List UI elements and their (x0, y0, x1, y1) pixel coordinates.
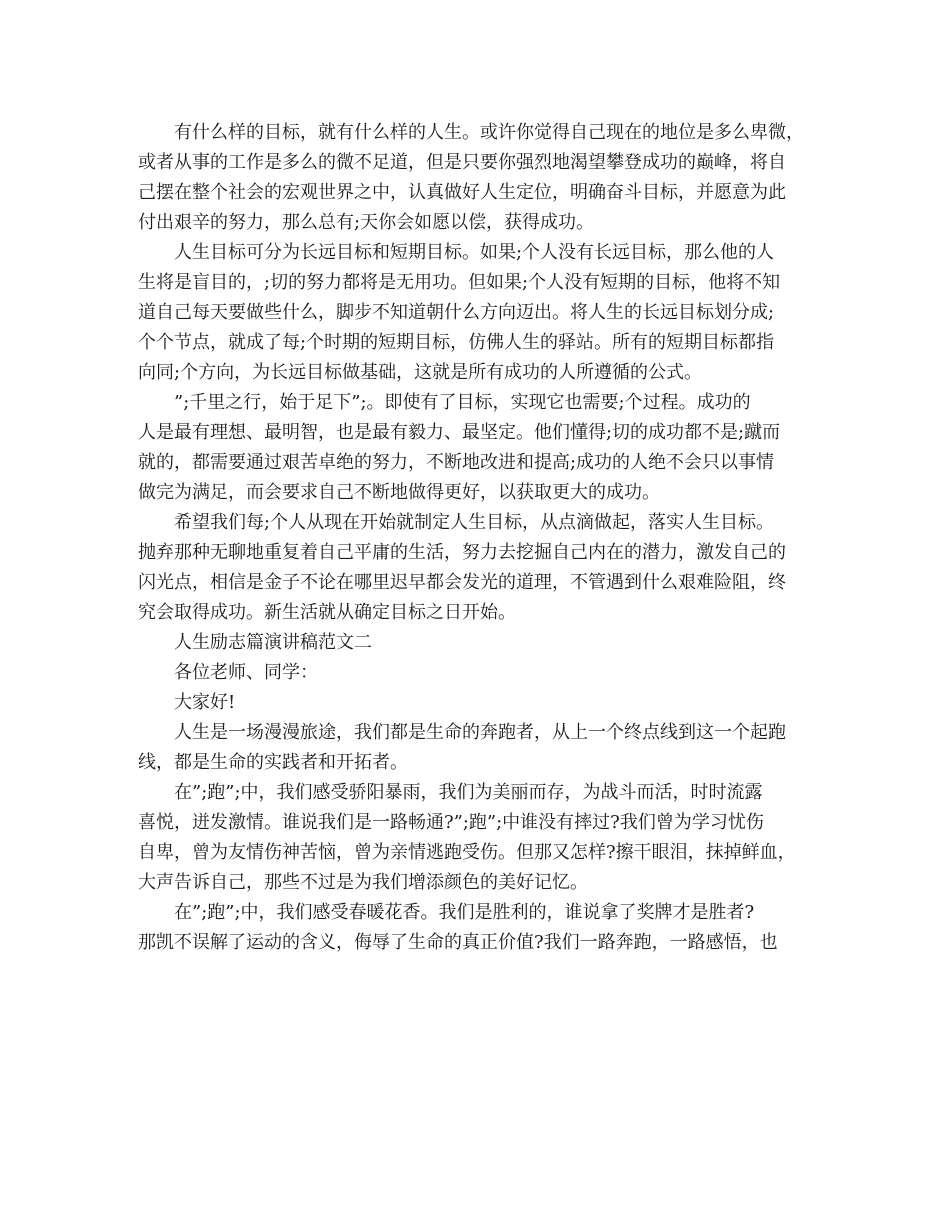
document-body (138, 118, 818, 958)
paragraph-line: 喜悦，迸发激情。谁说我们是一路畅通?”;跑”;中谁没有摔过?我们曾为学习忧伤 (138, 812, 764, 833)
paragraph-line: 个个节点，就成了每;个时期的短期目标，仿佛人生的驿站。所有的短期目标都指 (138, 332, 775, 353)
paragraph-line: 己摆在整个社会的宏观世界之中，认真做好人生定位，明确奋斗目标，并愿意为此 (138, 182, 786, 203)
paragraph-line: 那凯不误解了运动的含义，侮辱了生命的真正价值?我们一路奔跑，一路感悟，也 (138, 932, 778, 953)
greeting-line: 大家好! (174, 692, 236, 713)
paragraph-line: 在”;跑”;中，我们感受骄阳暴雨，我们为美丽而存，为战斗而活，时时流露 (174, 782, 763, 803)
section-title: 人生励志篇演讲稿范文二 (174, 632, 372, 653)
paragraph-line: 或者从事的工作是多么的微不足道，但是只要你强烈地渴望攀登成功的巅峰，将自 (138, 152, 786, 173)
paragraph-line: 做完为满足，而会要求自己不断地做得更好，以获取更大的成功。 (138, 482, 660, 503)
paragraph-line: 在”;跑”;中，我们感受春暖花香。我们是胜利的，谁说拿了奖牌才是胜者? (174, 902, 755, 923)
paragraph-line: 向同;个方向，为长远目标做基础，这就是所有成功的人所遵循的公式。 (138, 362, 703, 383)
paragraph-line: 人生目标可分为长远目标和短期目标。如果;个人没有长远目标，那么他的人 (174, 242, 775, 263)
salutation-line: 各位老师、同学： (174, 662, 318, 683)
paragraph-line: 人是最有理想、最明智，也是最有毅力、最坚定。他们懂得;切的成功都不是;蹴而 (138, 422, 781, 443)
paragraph-line: 付出艰辛的努力，那么总有;天你会如愿以偿，获得成功。 (138, 212, 595, 233)
paragraph-line: 人生是一场漫漫旅途，我们都是生命的奔跑者，从上一个终点线到这一个起跑 (174, 722, 786, 743)
paragraph-line: 生将是盲目的，;切的努力都将是无用功。但如果;个人没有短期的目标，他将不知 (138, 272, 781, 293)
paragraph-line: 自卑，曾为友情伤神苦恼，曾为亲情逃跑受伤。但那又怎样?擦干眼泪，抹掉鲜血， (138, 842, 796, 863)
paragraph-line: 有什么样的目标，就有什么样的人生。或许你觉得自己现在的地位是多么卑微， (174, 122, 804, 143)
paragraph-line: 就的，都需要通过艰苦卓绝的努力，不断地改进和提高;成功的人绝不会只以事情 (138, 452, 775, 473)
paragraph-line: 闪光点，相信是金子不论在哪里迟早都会发光的道理，不管遇到什么艰难险阻，终 (138, 572, 786, 593)
paragraph-line: 道自己每天要做些什么，脚步不知道朝什么方向迈出。将人生的长远目标划分成; (138, 302, 775, 323)
paragraph-line: 大声告诉自己，那些不过是为我们增添颜色的美好记忆。 (138, 872, 588, 893)
paragraph-line: ”;千里之行，始于足下”;。即使有了目标，实现它也需要;个过程。成功的 (174, 392, 751, 413)
paragraph-line: 希望我们每;个人从现在开始就制定人生目标，从点滴做起，落实人生目标。 (174, 512, 775, 533)
paragraph-line: 抛弃那种无聊地重复着自己平庸的生活，努力去挖掘自己内在的潜力，激发自己的 (138, 542, 786, 563)
paragraph-line: 究会取得成功。新生活就从确定目标之日开始。 (138, 602, 516, 623)
paragraph-line: 线，都是生命的实践者和开拓者。 (138, 752, 408, 773)
